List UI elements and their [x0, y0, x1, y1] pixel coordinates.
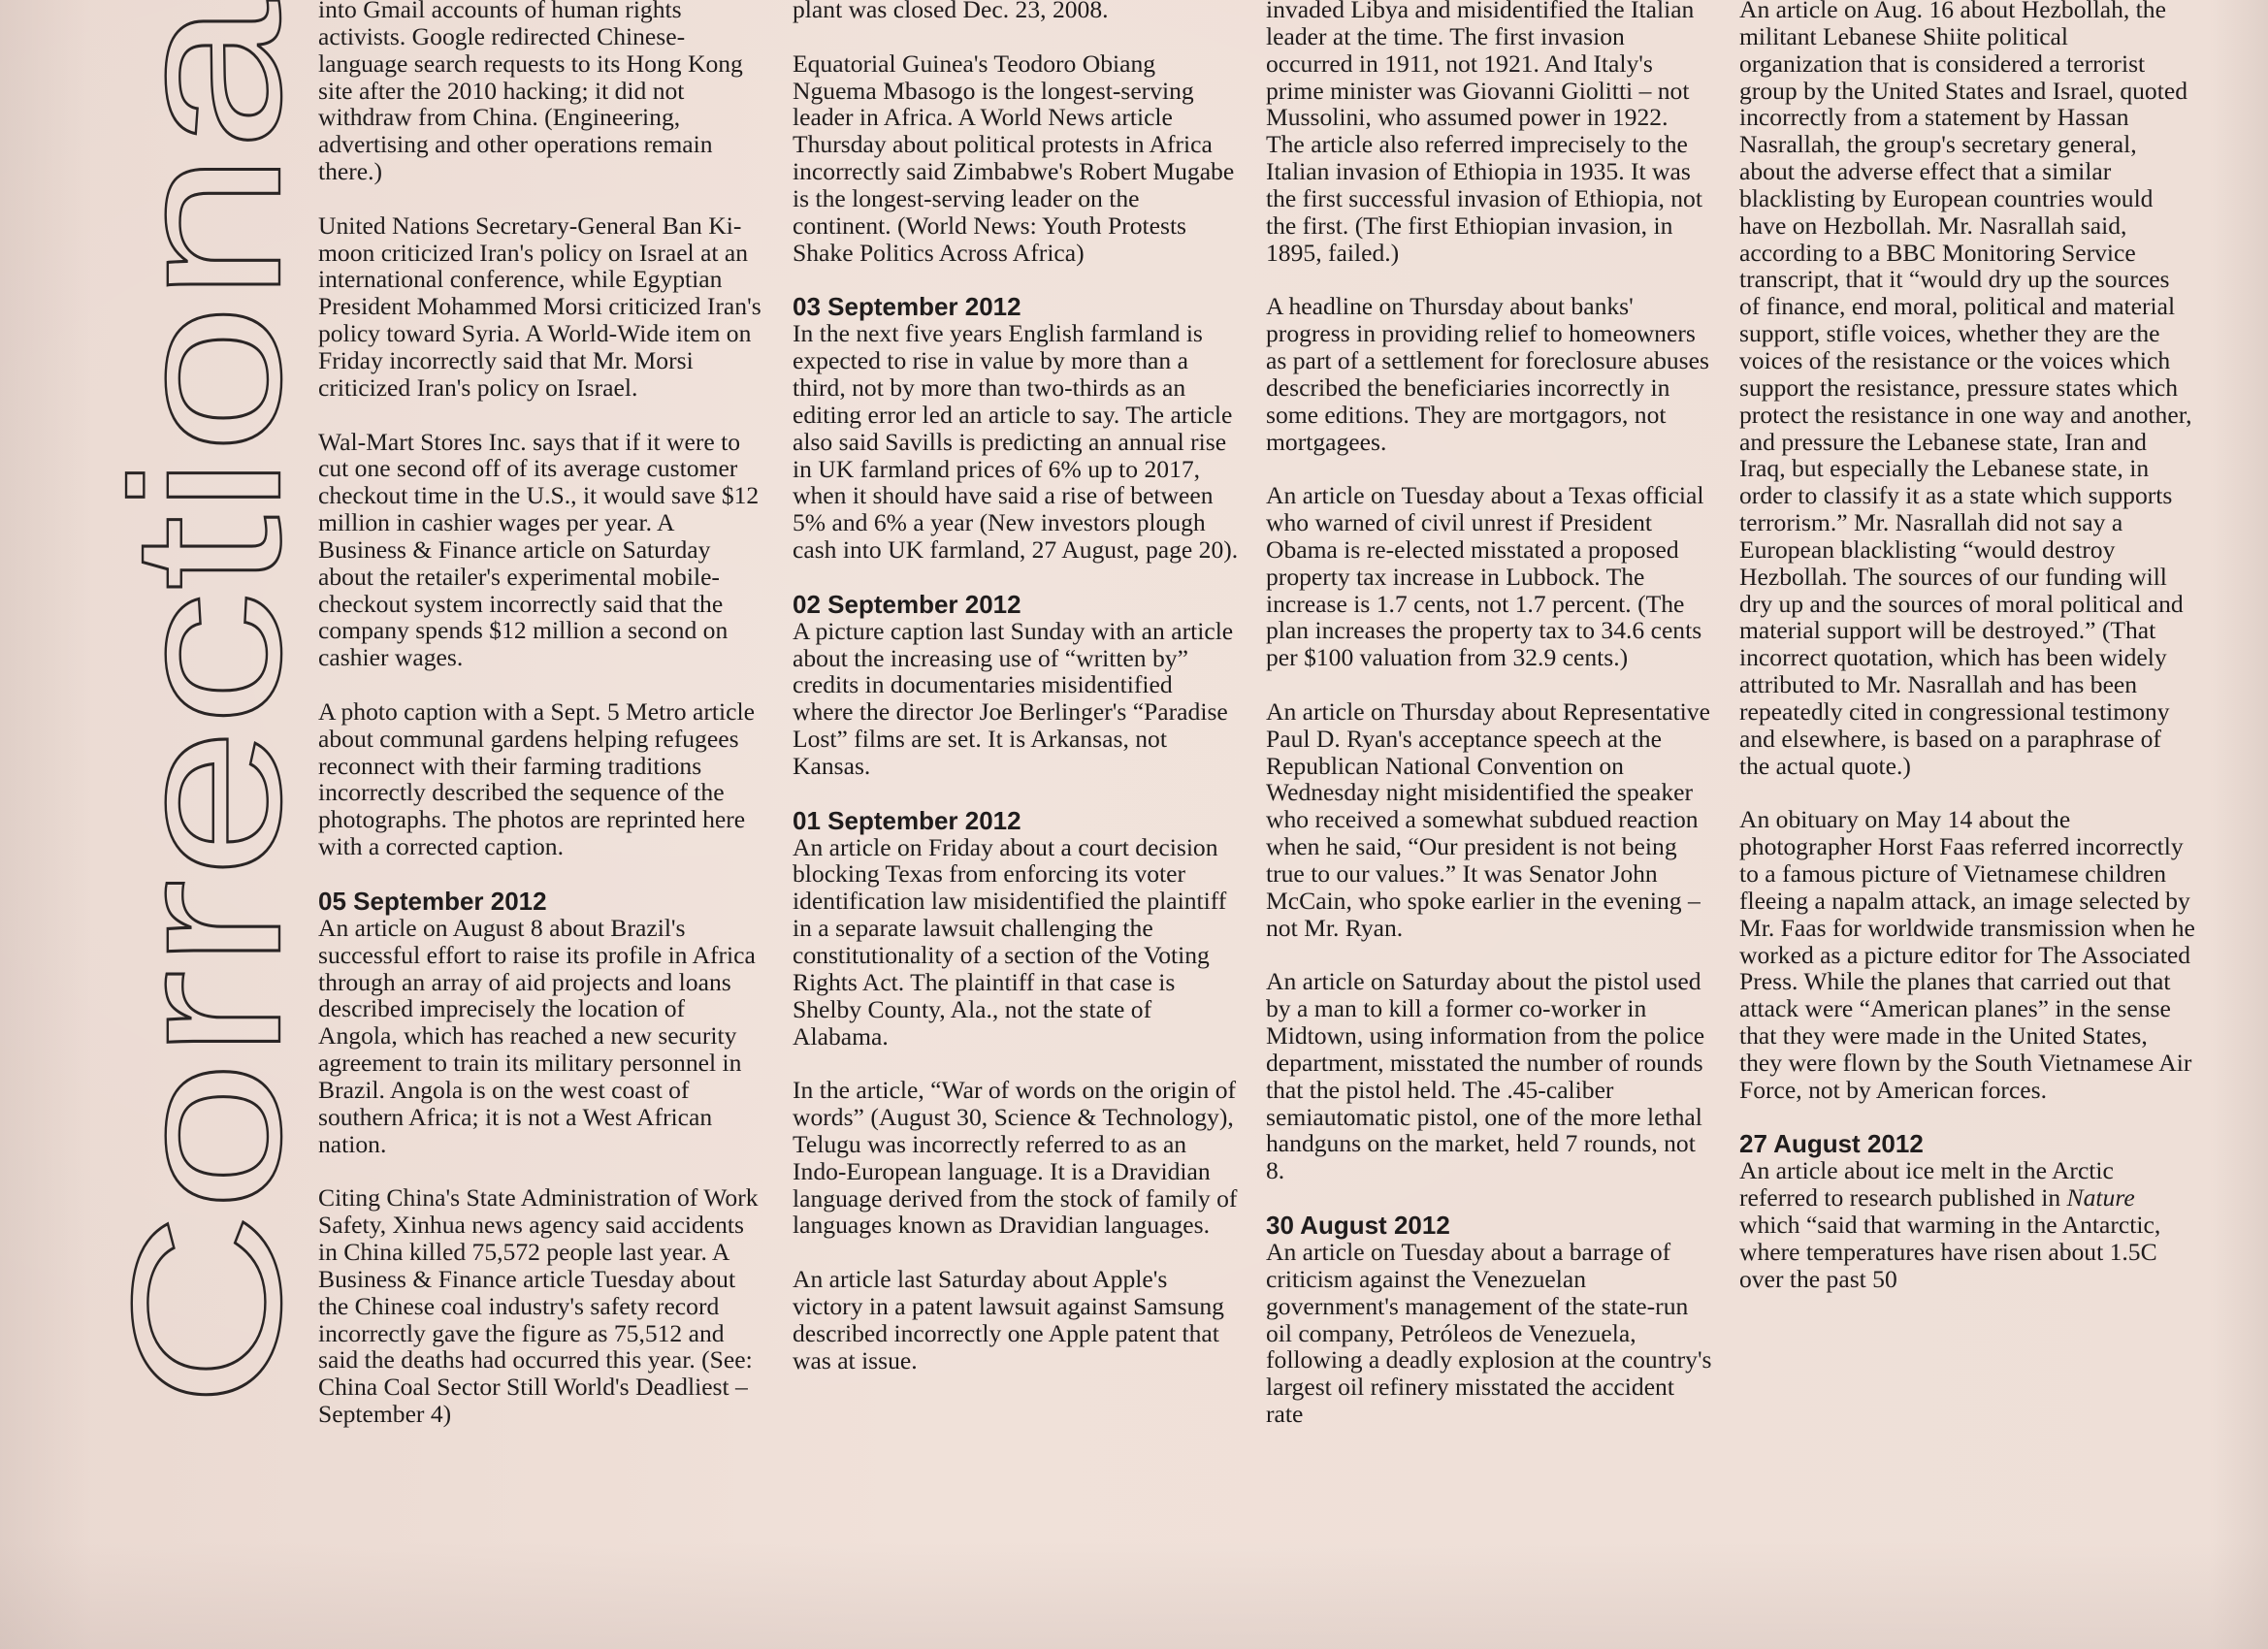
correction-item	[793, 293, 1239, 564]
correction-item	[793, 1077, 1239, 1239]
correction-text: An article on Aug. 16 about Hezbollah, the militant Lebanese Shiite political organization that is considered a terrorist group by the United States and Israel, quoted incorrectly from a statement by Hassan Nasrallah, the group's secretary general, about the adverse effect that a similar blacklisting by European countries would have on Hezbollah. Mr. Nasrallah said, according to a BBC Monitoring Service transcript, that it “would dry up the sources of finance, end moral, political and material support, stifle voices, whether they are the voices of the resistance or the voices which support the resistance, pressure states which protect the resistance in one way and another, and pressure the Lebanese state, Iran and Iraq, but especially the Lebanese state, in order to classify it as a state which supports terrorism.” Mr. Nasrallah did not say a European blacklisting “would destroy Hezbollah. The sources of our funding will dry up and the sources of moral political and material support will be destroyed.” (That incorrect quotation, which has been widely attributed to Mr. Nasrallah and has been repeatedly cited in congressional testimony and elsewhere, is based on a paraphrase of the actual quote.)	[1739, 0, 2192, 780]
correction-item	[318, 1184, 764, 1428]
correction-text: Wal-Mart Stores Inc. says that if it were to cut one second off of its average customer checkout time in the U.S., it would save $12 million in cashier wages per year. A Business & Finance article on Saturday about the retailer's experimental mobile-checkout system incorrectly said that the company spends $12 million a second on cashier wages.	[318, 427, 760, 672]
column-4	[1739, 0, 2195, 1548]
correction-text: In the next five years English farmland is expected to rise in value by more than a third, not by more than two-thirds as an editing error led an article to say. The article also said Savills is predicting an annual rise in UK farmland prices of 6% up to 2017, when it should have said a rise of between 5% and 6% a year (New investors plough cash into UK farmland, 27 August, page 20).	[793, 319, 1239, 565]
correction-text: In the article, “War of words on the origin of words” (August 30, Science & Technology), Telugu was incorrectly referred to as an Indo-European language. It is a Dravidian language derived from the stock of family of languages known as Dravidian languages.	[793, 1076, 1238, 1240]
correction-text: invaded Libya and misidentified the Italian leader at the time. The first invasion occurred in 1911, not 1921. And Italy's prime minister was Giovanni Giolitti – not Mussolini, who assumed power in 1922. The article also referred imprecisely to the Italian invasion of Ethiopia in 1935. It was the first successful invasion of Ethiopia, not the first. (The first Ethiopian invasion, in 1895, failed.)	[1266, 0, 1702, 267]
correction-item	[1739, 1130, 2195, 1292]
correction-text	[1739, 1157, 2195, 1292]
date-heading: 02 September 2012	[793, 589, 1021, 619]
correction-item	[1266, 1212, 1712, 1428]
correction-text: plant was closed Dec. 23, 2008.	[793, 0, 1109, 23]
correction-item	[793, 0, 1239, 23]
correction-text: An article on Saturday about the pistol used by a man to kill a former co-worker in Midtown, using information from the police department, misstated the number of rounds that the pistol held. The .45-caliber semiautomatic pistol, one of the more lethal handguns on the market, held 7 rounds, not 8.	[1266, 967, 1705, 1185]
date-heading: 27 August 2012	[1739, 1129, 1924, 1159]
correction-text-part: An article about ice melt in the Arctic referred to research published in	[1739, 1156, 2114, 1212]
correction-text: A headline on Thursday about banks' progress in providing relief to homeowners as part of a settlement for foreclosure abuses described the beneficiaries incorrectly in some editions. They are mortgagors, not mortgagees.	[1266, 292, 1709, 456]
correction-item	[318, 0, 764, 185]
correction-text: Citing China's State Administration of Work Safety, Xinhua news agency said accidents in China killed 75,572 people last year. A Business & Finance article Tuesday about the Chinese coal industry's safety record incorrectly gave the figure as 75,512 and said the deaths had occurred this year. (See: China Coal Sector Still World's Deadliest – September 4)	[318, 1183, 759, 1429]
correction-text: An obituary on May 14 about the photographer Horst Faas referred incorrectly to a famous picture of Vietnamese children fleeing a napalm attack, an image selected by Mr. Faas for worldwide transmission when he worked as a picture editor for The Associated Press. While the planes that carried out that attack were “American planes” in the sense that they were made in the United States, they were flown by the South Vietnamese Air Force, not by American forces.	[1739, 805, 2195, 1104]
correction-item	[793, 591, 1239, 780]
correction-item	[1739, 0, 2195, 779]
correction-item	[1266, 0, 1712, 266]
correction-text: An article last Saturday about Apple's victory in a patent lawsuit against Samsung described incorrectly one Apple patent that was at issue.	[793, 1265, 1224, 1374]
correction-text: United Nations Secretary-General Ban Ki-moon criticized Iran's policy on Israel at an international conference, while Egyptian President Mohammed Morsi criticized Iran's policy toward Syria. A World-Wide item on Friday incorrectly said that Mr. Morsi criticized Iran's policy on Israel.	[318, 210, 761, 402]
correction-item	[318, 698, 764, 860]
column-3	[1266, 0, 1712, 1548]
correction-item	[793, 807, 1239, 1051]
section-title: Correctiona	[89, 315, 325, 1408]
correction-text: An article on Tuesday about a barrage of criticism against the Venezuelan government's management of the state-run oil company, Petróleos de Venezuela, following a deadly explosion at the country's largest oil refinery misstated the accident rate	[1266, 1237, 1712, 1429]
correction-item	[1266, 698, 1712, 942]
correction-text: An article on August 8 about Brazil's successful effort to raise its profile in Africa through an array of aid projects and loans described imprecisely the location of Angola, which has reached a new security agreement to train its military personnel in Brazil. Angola is on the west coast of southern Africa; it is not a West African nation.	[318, 913, 756, 1158]
date-heading: 03 September 2012	[793, 292, 1021, 322]
page-edge-shadow-left	[0, 0, 92, 1649]
correction-item	[793, 50, 1239, 267]
correction-item	[1266, 482, 1712, 671]
page-edge-shadow-bottom	[0, 1542, 2268, 1649]
correction-item	[318, 888, 764, 1158]
correction-item	[318, 429, 764, 672]
correction-text-part: which “said that warming in the Antarctic, where temperatures have risen about 1.5C over the past 50	[1739, 1211, 2161, 1293]
correction-text: A photo caption with a Sept. 5 Metro article about communal gardens helping refugees reconnect with their farming traditions incorrectly described the sequence of the photographs. The photos are reprinted here with a corrected caption.	[318, 696, 755, 861]
correction-item	[318, 212, 764, 402]
correction-item	[1739, 806, 2195, 1103]
correction-item	[1266, 968, 1712, 1184]
page-edge-shadow-right	[2210, 0, 2268, 1649]
correction-text: into Gmail accounts of human rights activists. Google redirected Chinese-language search requests to its Hong Kong site after the 2010 hacking; it did not withdraw from China. (Engineering, advertising and other operations remain there.)	[318, 0, 743, 186]
correction-text: An article on Thursday about Representative Paul D. Ryan's acceptance speech at the Republican National Convention on Wednesday night misidentified the speaker who received a somewhat subdued reaction when he said, “Our president is not being true to our values.” It was Senator John McCain, who spoke earlier in the evening – not Mr. Ryan.	[1266, 696, 1710, 942]
vertical-title	[89, 0, 325, 1411]
correction-item	[1266, 293, 1712, 455]
column-1	[318, 0, 764, 1548]
correction-text: An article on Friday about a court decision blocking Texas from enforcing its voter identification law misidentified the plaintiff in a separate lawsuit challenging the constitutionality of a section of the Voting Rights Act. The plaintiff in that case is Shelby County, Ala., not the state of Alabama.	[793, 832, 1227, 1051]
date-heading: 30 August 2012	[1266, 1210, 1450, 1240]
correction-text: An article on Tuesday about a Texas official who warned of civil unrest if President Obama is re-elected misstated a proposed property tax increase in Lubbock. The increase is 1.7 cents, not 1.7 percent. (The plan increases the property tax to 34.6 cents per $100 valuation from 32.9 cents.)	[1266, 481, 1704, 672]
correction-text: Equatorial Guinea's Teodoro Obiang Nguema Mbasogo is the longest-serving leader in Africa. A World News article Thursday about political protests in Africa incorrectly said Zimbabwe's Robert Mugabe is the longest-serving leader on the continent. (World News: Youth Protests Shake Politics Across Africa)	[793, 48, 1235, 267]
correction-item	[793, 1266, 1239, 1374]
column-2	[793, 0, 1239, 1548]
publication-name: Nature	[2066, 1183, 2135, 1212]
correction-text: A picture caption last Sunday with an article about the increasing use of “written by” credits in documentaries misidentified where the director Joe Berlinger's “Paradise Lost” films are set. It is Arkansas, not Kansas.	[793, 616, 1234, 780]
date-heading: 05 September 2012	[318, 886, 547, 916]
date-heading: 01 September 2012	[793, 805, 1021, 835]
